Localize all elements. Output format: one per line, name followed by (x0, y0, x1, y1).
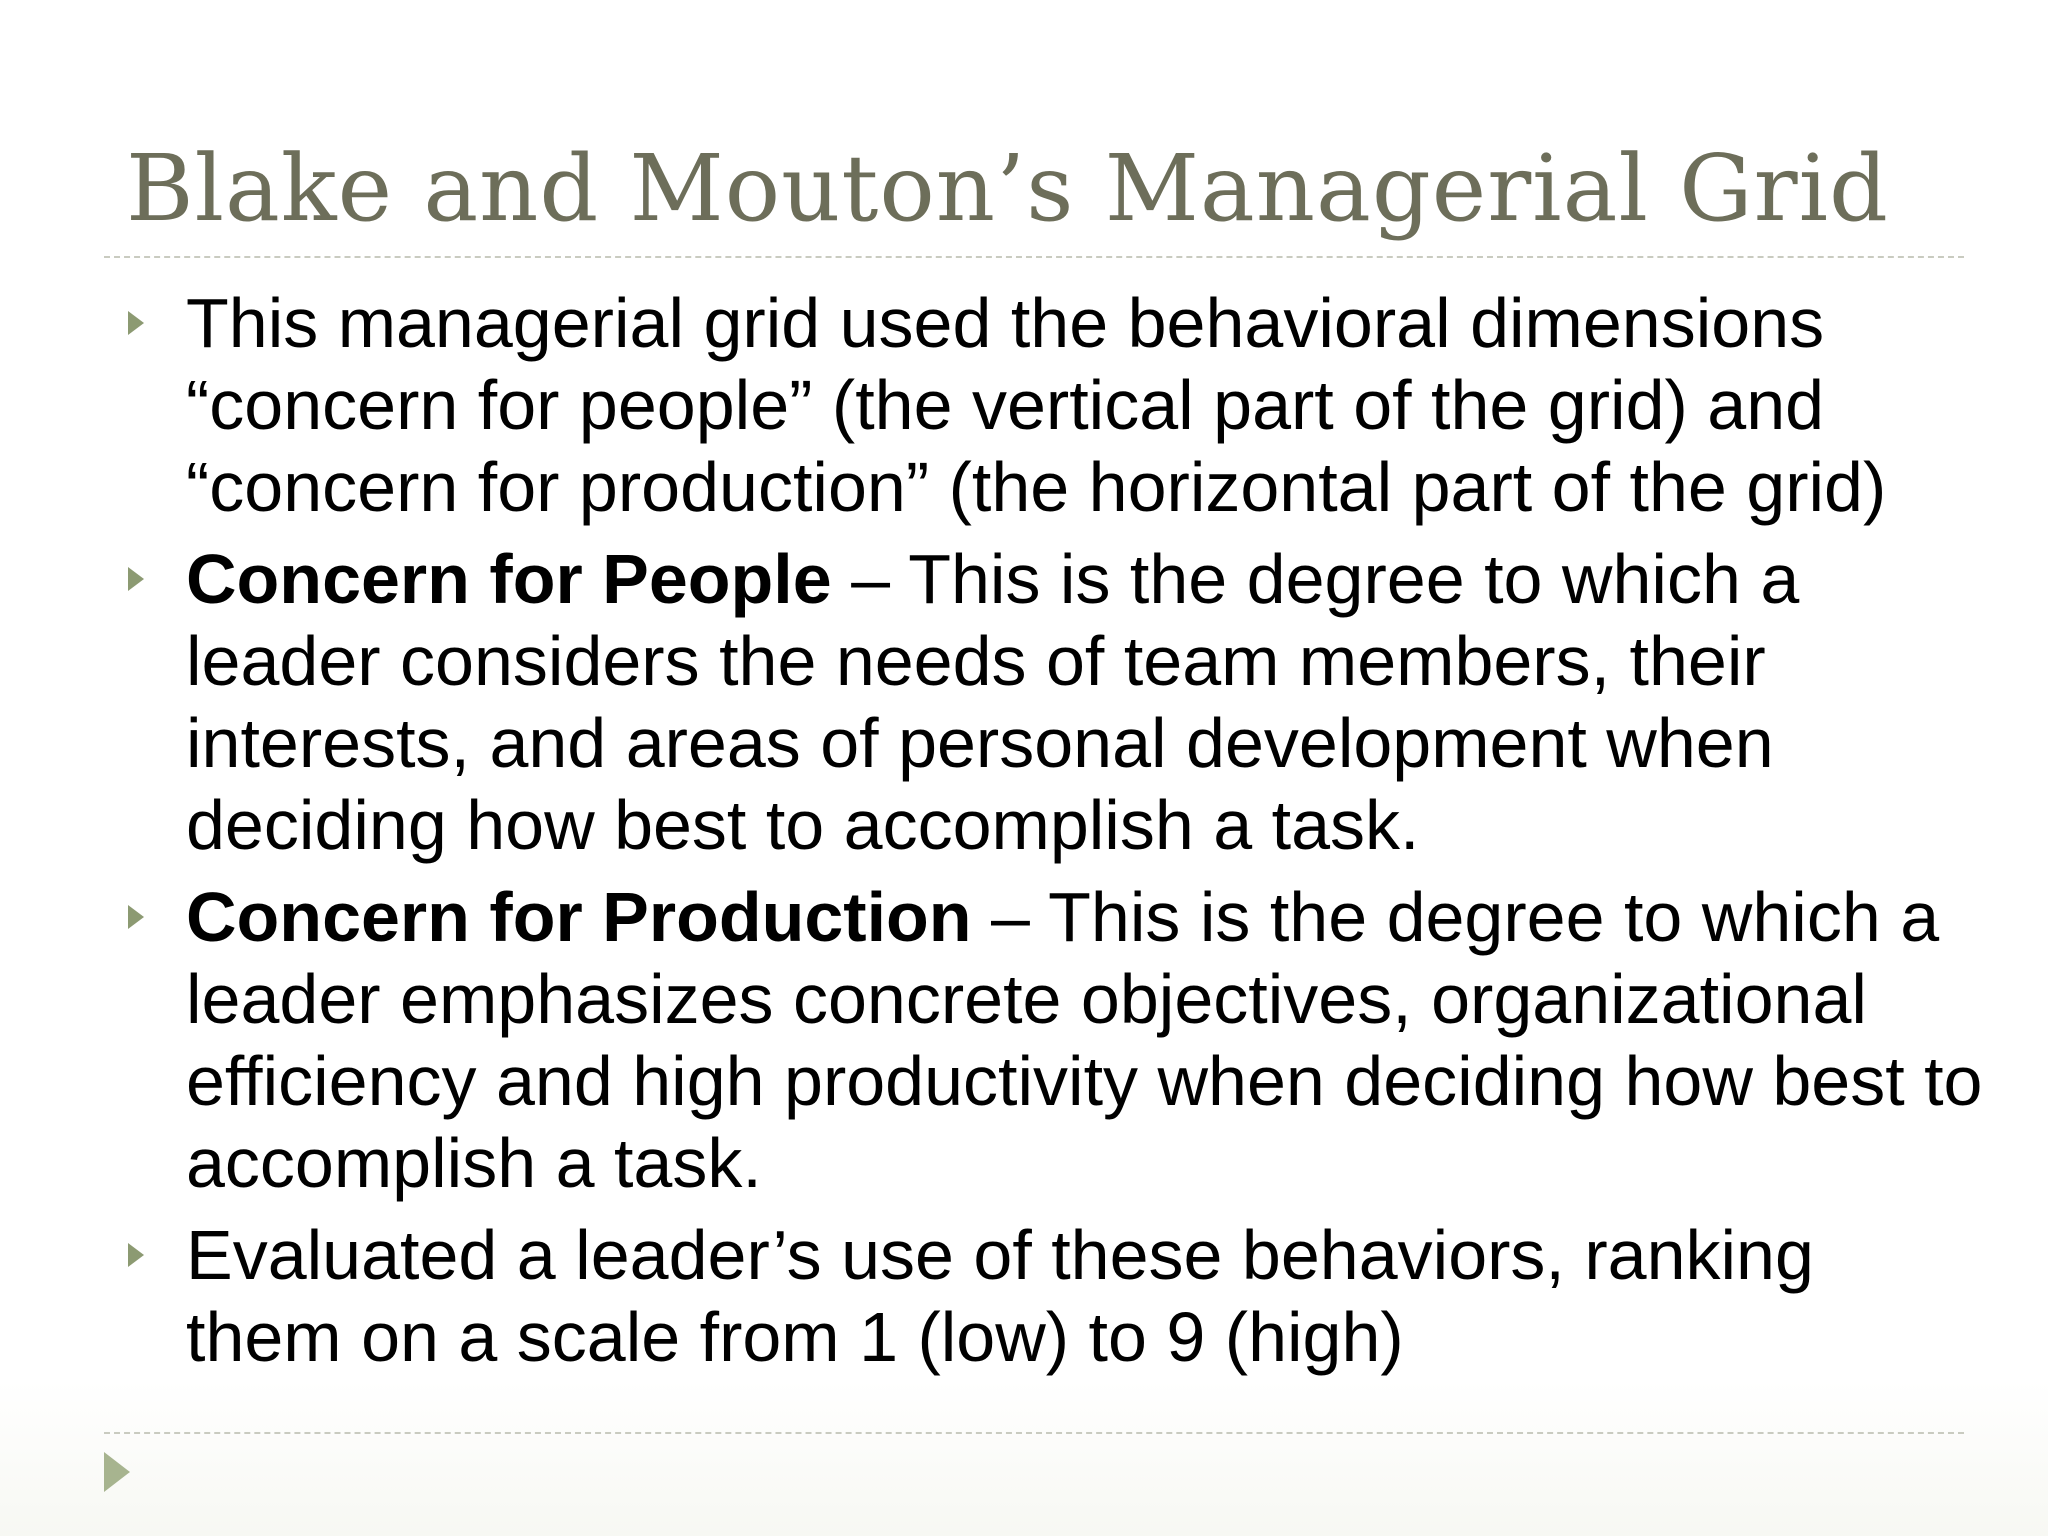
bullet-item (0, 538, 2048, 866)
bullet-heading: Concern for Production (186, 878, 972, 956)
footer-divider (104, 1432, 1964, 1434)
bullet-text: – This is the degree to which a leader emphasizes concrete objectives, organizational efficiency and high productivity when deciding how best to accomplish a task. (186, 878, 1983, 1202)
title-divider (104, 256, 1964, 258)
corner-arrow-icon (104, 1452, 130, 1492)
bullet-arrow-icon (128, 905, 144, 929)
bullet-item (0, 282, 2048, 528)
bullet-text: Evaluated a leader’s use of these behaviors, ranking them on a scale from 1 (low) to 9 (high) (186, 1216, 1814, 1376)
bullet-text: – This is the degree to which a leader considers the needs of team members, their interests, and areas of personal development when deciding how best to accomplish a task. (186, 540, 1800, 864)
bullet-arrow-icon (128, 567, 144, 591)
bullet-arrow-icon (128, 1243, 144, 1267)
bullet-item (0, 876, 2048, 1204)
bullet-item (0, 1214, 2048, 1378)
bullet-list (0, 282, 2048, 1388)
bullet-text: This managerial grid used the behavioral dimensions “concern for people” (the vertical part of the grid) and “concern for production” (the horizontal part of the grid) (186, 284, 1887, 526)
bullet-heading: Concern for People (186, 540, 832, 618)
slide-title: Blake and Mouton’s Managerial Grid (126, 135, 1889, 242)
footer-band (0, 1380, 2048, 1536)
bullet-arrow-icon (128, 311, 144, 335)
